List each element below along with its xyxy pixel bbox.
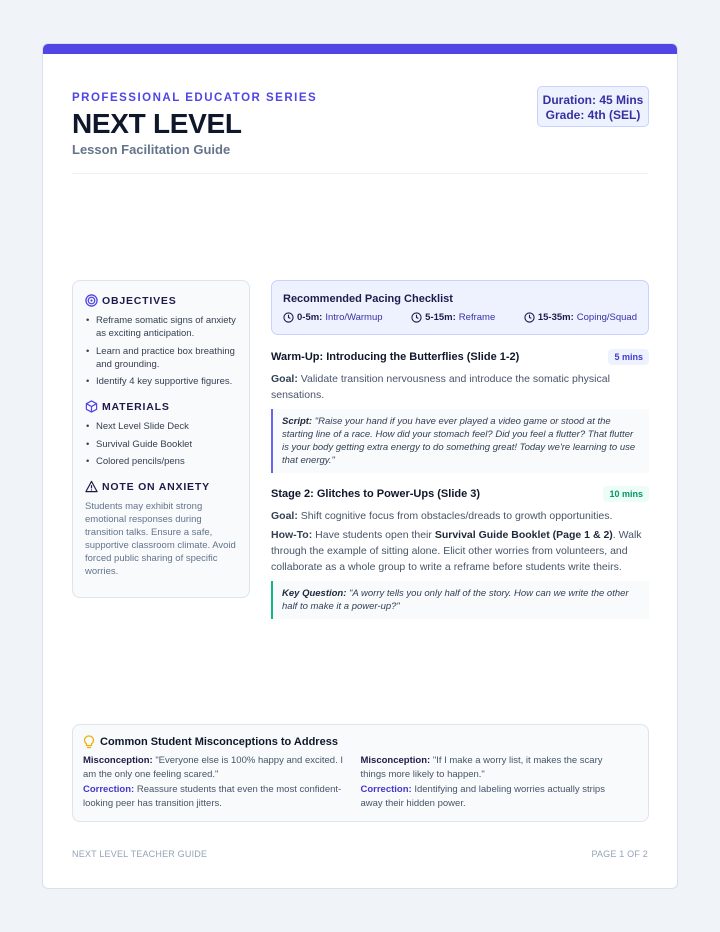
list-item: • Reframe somatic signs of anxiety as exciting anticipation. — [85, 314, 237, 340]
goal-label: Goal: — [271, 373, 298, 385]
series-label: PROFESSIONAL EDUCATOR SERIES — [72, 92, 318, 104]
materials-title: MATERIALS — [102, 400, 170, 413]
question-label: Key Question: — [282, 588, 347, 599]
misconceptions-columns — [83, 754, 638, 812]
warmup-header — [271, 349, 649, 365]
question-text: "A worry tells you only half of the story. How can we write the other half to make it a power-up?" — [282, 588, 629, 612]
warmup-section — [271, 349, 649, 473]
objectives-title: OBJECTIVES — [102, 294, 177, 307]
accent-bar — [43, 44, 677, 54]
correction-detail: Identifying and labeling worries actually strips away their hidden power. — [360, 784, 605, 809]
lightbulb-icon — [83, 735, 95, 749]
grade-text: Grade: 4th (SEL) — [545, 107, 641, 122]
pacing-item — [411, 312, 495, 323]
correction-text — [83, 783, 347, 811]
list-item: • Next Level Slide Deck — [85, 420, 237, 433]
footer-page-number: PAGE 1 OF 2 — [591, 849, 648, 859]
objectives-list — [85, 314, 237, 388]
time-tag: 10 mins — [603, 486, 649, 502]
misconception-item — [83, 754, 361, 812]
howto-label: How-To: — [271, 529, 313, 541]
stage2-goal — [271, 508, 649, 524]
pacing-item — [524, 312, 637, 323]
misconception-quote: "Everyone else is 100% happy and excited. I am the only one feeling scared." — [83, 755, 343, 780]
correction-label: Correction: — [360, 784, 412, 795]
pacing-checklist — [271, 280, 649, 335]
pacing-title: Recommended Pacing Checklist — [283, 293, 453, 305]
pacing-time: 5-15m: — [425, 312, 456, 323]
note-heading — [85, 480, 237, 493]
script-block — [271, 409, 649, 473]
target-icon — [85, 294, 98, 307]
pacing-time: 15-35m: — [537, 312, 574, 323]
howto-text: . Walk through the example of sitting alone. Elicit other worries from volunteers, and collaborate as a whole group to write a reframe before students write theirs. — [271, 529, 642, 573]
note-title: NOTE ON ANXIETY — [102, 480, 210, 493]
page-subtitle: Lesson Facilitation Guide — [72, 142, 231, 157]
correction-text — [361, 783, 625, 811]
pacing-item — [283, 312, 383, 323]
pacing-label: Reframe — [458, 312, 496, 323]
materials-list — [85, 420, 237, 468]
warmup-goal — [271, 371, 649, 403]
misconception-label: Misconception: — [83, 755, 153, 766]
script-label: Script: — [282, 416, 313, 427]
list-item: • Colored pencils/pens — [85, 455, 237, 468]
stage2-howto — [271, 527, 649, 575]
howto-text: Have students open their — [315, 529, 432, 541]
clock-icon — [283, 312, 294, 323]
footer-left: NEXT LEVEL TEACHER GUIDE — [72, 849, 208, 859]
misconception-quote: "If I make a worry list, it makes the scary things more likely to happen." — [360, 755, 603, 780]
pacing-label: Intro/Warmup — [325, 312, 383, 323]
page-title: NEXT LEVEL — [72, 108, 242, 139]
stage2-section — [271, 486, 649, 619]
pacing-row — [283, 312, 637, 323]
stage2-title: Stage 2: Glitches to Power-Ups (Slide 3) — [271, 488, 481, 500]
correction-detail: Reassure students that even the most confident-looking peer has transition jitters. — [83, 784, 342, 809]
lesson-info-badge — [537, 86, 649, 127]
clock-icon — [524, 312, 535, 323]
box-icon — [85, 400, 98, 413]
header-divider — [72, 173, 648, 174]
sidebar-panel — [72, 280, 250, 598]
duration-text: Duration: 45 Mins — [542, 93, 644, 107]
goal-text: Shift cognitive focus from obstacles/dreads to growth opportunities. — [300, 510, 613, 522]
misconceptions-heading — [83, 735, 638, 749]
objectives-heading — [85, 294, 237, 307]
misconception-label: Misconception: — [360, 755, 431, 766]
time-tag: 5 mins — [608, 349, 649, 365]
warmup-title: Warm-Up: Introducing the Butterflies (Slide 1-2) — [271, 351, 520, 363]
list-item: • Learn and practice box breathing and grounding. — [85, 345, 237, 371]
misconception-item — [361, 754, 639, 812]
note-text: Students may exhibit strong emotional responses during transition talks. Ensure a safe, supportive classroom climate. Avoid forced public sharing of specific worries. — [85, 501, 236, 577]
misconceptions-panel — [72, 724, 649, 822]
guide-page — [42, 43, 678, 889]
goal-label: Goal: — [271, 510, 298, 522]
script-text: "Raise your hand if you have ever played a video game or stood at the starting line of a race. How did your stomach feel? Did you feel a flutter? That flutter is your body getting extra energy to do something great! Today we're learning to use that energy." — [282, 416, 636, 466]
clock-icon — [411, 312, 422, 323]
key-question-block — [271, 581, 649, 619]
correction-label: Correction: — [83, 784, 135, 795]
pacing-label: Coping/Squad — [576, 312, 637, 323]
pacing-time: 0-5m: — [297, 312, 323, 323]
booklet-reference: Survival Guide Booklet (Page 1 & 2) — [434, 529, 613, 541]
warning-icon — [85, 480, 98, 493]
stage2-header — [271, 486, 649, 502]
misconceptions-title: Common Student Misconceptions to Address — [100, 736, 338, 748]
misconception-text — [361, 754, 625, 782]
misconception-text — [83, 754, 347, 782]
list-item: • Identify 4 key supportive figures. — [85, 375, 237, 388]
materials-heading — [85, 400, 237, 413]
goal-text: Validate transition nervousness and introduce the somatic physical sensations. — [271, 373, 610, 401]
list-item: • Survival Guide Booklet — [85, 438, 237, 451]
